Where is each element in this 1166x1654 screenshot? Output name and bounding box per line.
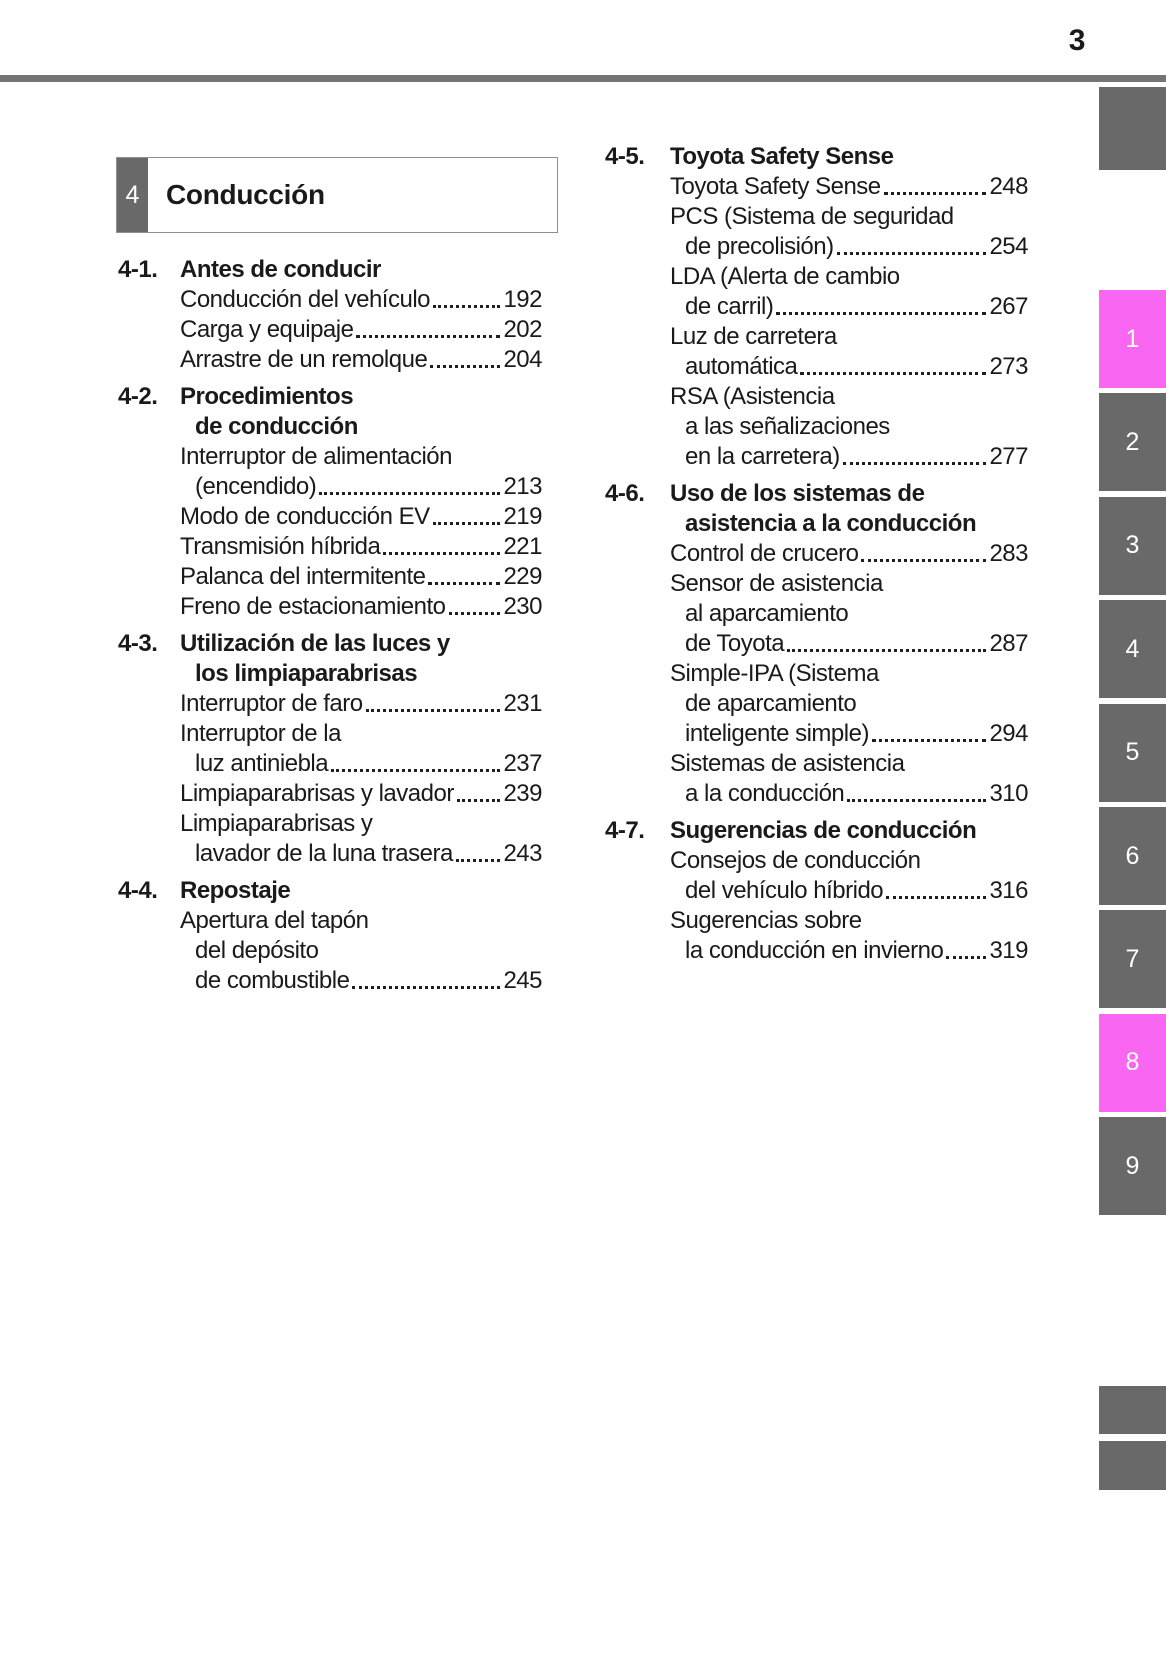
toc-entry-line: Sugerencias sobre — [670, 907, 862, 934]
toc-entry — [118, 345, 542, 375]
toc-entry-line: Sensor de asistencia — [670, 570, 883, 597]
toc-entry-line — [180, 472, 542, 502]
section-number: 4-1. — [118, 256, 158, 283]
entry-page-number: 239 — [503, 780, 542, 807]
toc-entry — [605, 262, 1028, 322]
entry-page-number: 283 — [989, 540, 1028, 567]
entry-text: Limpiaparabrisas y lavador — [180, 780, 454, 807]
entry-text: de combustible — [195, 967, 350, 994]
toc-entry-line: Interruptor de alimentación — [180, 443, 452, 470]
entry-page-number: 319 — [989, 937, 1028, 964]
section-number: 4-5. — [605, 143, 645, 170]
toc-entry — [118, 719, 542, 779]
edge-tab-9: 9 — [1099, 1117, 1166, 1215]
toc-entry — [118, 689, 542, 719]
toc-entry — [605, 569, 1028, 659]
section-title — [670, 816, 1028, 846]
toc-section — [118, 382, 542, 622]
edge-tab-1: 1 — [1099, 290, 1166, 388]
chapter-header-box — [116, 157, 558, 233]
toc-entry-line — [670, 232, 1028, 262]
toc-entry-line: PCS (Sistema de seguridad — [670, 203, 954, 230]
toc-entry — [118, 315, 542, 345]
edge-tab-7: 7 — [1099, 910, 1166, 1008]
section-title — [670, 479, 1028, 539]
toc-entry — [118, 562, 542, 592]
entry-text: Modo de conducción EV — [180, 503, 430, 530]
dot-leader — [456, 839, 501, 862]
entry-text: en la carretera) — [685, 443, 840, 470]
section-heading — [118, 382, 542, 442]
section-title-line: asistencia a la conducción — [685, 510, 977, 537]
entry-page-number: 316 — [989, 877, 1028, 904]
dot-leader — [457, 779, 501, 802]
entry-page-number: 267 — [989, 293, 1028, 320]
toc-entry — [118, 502, 542, 532]
section-number: 4-4. — [118, 877, 158, 904]
toc-entry-line: del depósito — [195, 937, 319, 964]
toc-entry-line — [670, 442, 1028, 472]
toc-entry — [118, 779, 542, 809]
section-heading — [605, 142, 1028, 172]
toc-entry-line — [180, 345, 542, 375]
entry-text: Control de crucero — [670, 540, 859, 567]
edge-tab-5: 5 — [1099, 704, 1166, 802]
dot-leader — [843, 442, 987, 465]
dot-leader — [449, 592, 501, 615]
toc-entry — [605, 749, 1028, 809]
toc-entry — [118, 906, 542, 996]
entry-text: la conducción en invierno — [685, 937, 944, 964]
edge-tab-6: 6 — [1099, 807, 1166, 905]
toc-entry-line — [180, 689, 542, 719]
section-title — [670, 142, 1028, 172]
entry-page-number: 213 — [503, 473, 542, 500]
toc-entry-line: de aparcamiento — [685, 690, 857, 717]
toc-entry — [605, 539, 1028, 569]
toc-entry-line — [180, 839, 542, 869]
toc-entry-line — [670, 876, 1028, 906]
toc-entry-line — [180, 779, 542, 809]
toc-section — [605, 142, 1028, 472]
entry-text: inteligente simple) — [685, 720, 869, 747]
toc-entry-line: LDA (Alerta de cambio — [670, 263, 900, 290]
entry-page-number: 243 — [503, 840, 542, 867]
entry-page-number: 219 — [503, 503, 542, 530]
section-title — [180, 255, 542, 285]
header-rule — [0, 75, 1166, 82]
edge-tab-3: 3 — [1099, 497, 1166, 595]
toc-entry-line: Apertura del tapón — [180, 907, 369, 934]
entry-page-number: 204 — [503, 346, 542, 373]
dot-leader — [946, 936, 986, 959]
dot-leader — [847, 779, 986, 802]
entry-page-number: 230 — [503, 593, 542, 620]
entry-text: (encendido) — [195, 473, 317, 500]
dot-leader — [776, 292, 986, 315]
section-heading — [605, 479, 1028, 539]
section-heading — [605, 816, 1028, 846]
toc-entry-line — [670, 172, 1028, 202]
section-title — [180, 382, 542, 442]
edge-tab-spacer-top — [1099, 87, 1166, 170]
entry-text: Freno de estacionamiento — [180, 593, 446, 620]
entry-page-number: 294 — [989, 720, 1028, 747]
toc-entry-line — [180, 532, 542, 562]
toc-entry — [118, 592, 542, 622]
entry-page-number: 277 — [989, 443, 1028, 470]
entry-text: lavador de la luna trasera — [195, 840, 453, 867]
toc-entry — [605, 322, 1028, 382]
dot-leader — [886, 876, 986, 899]
dot-leader — [430, 345, 500, 368]
entry-text: Arrastre de un remolque — [180, 346, 428, 373]
section-number: 4-7. — [605, 817, 645, 844]
toc-entry-line — [180, 562, 542, 592]
section-title-line: Uso de los sistemas de — [670, 480, 925, 507]
page-number: 3 — [1068, 24, 1086, 57]
toc-entry-line: RSA (Asistencia — [670, 383, 835, 410]
toc-entry-line — [670, 292, 1028, 322]
toc-entry-line — [670, 352, 1028, 382]
toc-entry-line — [670, 629, 1028, 659]
entry-page-number: 287 — [989, 630, 1028, 657]
toc-entry-line: Interruptor de la — [180, 720, 341, 747]
section-heading — [118, 876, 542, 906]
section-title-line: de conducción — [195, 413, 358, 440]
section-title-line: Sugerencias de conducción — [670, 817, 977, 844]
toc-entry-line — [180, 749, 542, 779]
entry-page-number: 221 — [503, 533, 542, 560]
toc-entry-line — [180, 592, 542, 622]
toc-entry-line: a las señalizaciones — [685, 413, 890, 440]
toc-entry-line — [180, 502, 542, 532]
toc-entry-line — [670, 719, 1028, 749]
toc-entry — [118, 532, 542, 562]
dot-leader — [433, 502, 501, 525]
section-title-line: Toyota Safety Sense — [670, 143, 894, 170]
toc-entry-line — [180, 315, 542, 345]
dot-leader — [787, 629, 986, 652]
chapter-title: Conducción — [166, 179, 325, 210]
entry-text: Conducción del vehículo — [180, 286, 431, 313]
edge-tab-2: 2 — [1099, 393, 1166, 491]
section-title — [180, 629, 542, 689]
entry-page-number: 245 — [503, 967, 542, 994]
dot-leader — [872, 719, 987, 742]
toc-entry-line — [670, 936, 1028, 966]
toc-entry-line: Luz de carretera — [670, 323, 837, 350]
toc-entry-line — [180, 285, 542, 315]
entry-text: Interruptor de faro — [180, 690, 363, 717]
toc-entry — [118, 285, 542, 315]
entry-text: de precolisión) — [685, 233, 834, 260]
toc-section — [118, 629, 542, 869]
toc-column-left — [118, 255, 542, 996]
section-heading — [118, 255, 542, 285]
entry-text: Carga y equipaje — [180, 316, 354, 343]
toc-entry-line: Simple-IPA (Sistema — [670, 660, 879, 687]
chapter-number-badge: 4 — [117, 158, 148, 232]
dot-leader — [383, 532, 500, 555]
toc-section — [605, 479, 1028, 809]
toc-entry — [118, 442, 542, 502]
entry-text: automática — [685, 353, 798, 380]
dot-leader — [884, 172, 987, 195]
dot-leader — [352, 966, 500, 989]
section-number: 4-3. — [118, 630, 158, 657]
entry-page-number: 273 — [989, 353, 1028, 380]
dot-leader — [861, 539, 986, 562]
entry-page-number: 237 — [503, 750, 542, 777]
entry-text: Transmisión híbrida — [180, 533, 381, 560]
entry-text: de carril) — [685, 293, 774, 320]
section-heading — [118, 629, 542, 689]
section-title-line: Repostaje — [180, 877, 291, 904]
entry-text: luz antiniebla — [195, 750, 329, 777]
toc-section — [605, 816, 1028, 966]
dot-leader — [366, 689, 501, 712]
toc-entry-line: Limpiaparabrisas y — [180, 810, 373, 837]
entry-page-number: 248 — [989, 173, 1028, 200]
dot-leader — [356, 315, 500, 338]
toc-entry-line — [180, 966, 542, 996]
section-title-line: Utilización de las luces y — [180, 630, 450, 657]
toc-entry — [118, 809, 542, 869]
edge-tab-4: 4 — [1099, 600, 1166, 698]
entry-text: de Toyota — [685, 630, 785, 657]
toc-entry-line: al aparcamiento — [685, 600, 849, 627]
toc-column-right — [605, 142, 1028, 966]
toc-entry — [605, 382, 1028, 472]
toc-entry-line: Consejos de conducción — [670, 847, 921, 874]
toc-entry-line: Sistemas de asistencia — [670, 750, 905, 777]
entry-page-number: 231 — [503, 690, 542, 717]
section-title-line: Antes de conducir — [180, 256, 381, 283]
dot-leader — [331, 749, 500, 772]
toc-entry — [605, 659, 1028, 749]
toc-entry-line — [670, 539, 1028, 569]
entry-page-number: 254 — [989, 233, 1028, 260]
section-title-line: Procedimientos — [180, 383, 354, 410]
toc-entry-line — [670, 779, 1028, 809]
entry-page-number: 229 — [503, 563, 542, 590]
entry-page-number: 310 — [989, 780, 1028, 807]
section-number: 4-2. — [118, 383, 158, 410]
toc-section — [118, 876, 542, 996]
edge-corner-box-1 — [1099, 1386, 1166, 1434]
toc-section — [118, 255, 542, 375]
entry-text: a la conducción — [685, 780, 845, 807]
edge-corner-box-2 — [1099, 1441, 1166, 1490]
dot-leader — [800, 352, 986, 375]
entry-page-number: 192 — [503, 286, 542, 313]
dot-leader — [428, 562, 500, 585]
dot-leader — [433, 285, 500, 308]
entry-page-number: 202 — [503, 316, 542, 343]
entry-text: del vehículo híbrido — [685, 877, 884, 904]
toc-entry — [605, 202, 1028, 262]
toc-entry — [605, 846, 1028, 906]
edge-tab-8: 8 — [1099, 1014, 1166, 1112]
section-number: 4-6. — [605, 480, 645, 507]
dot-leader — [319, 472, 500, 495]
entry-text: Palanca del intermitente — [180, 563, 426, 590]
entry-text: Toyota Safety Sense — [670, 173, 881, 200]
toc-entry — [605, 172, 1028, 202]
dot-leader — [837, 232, 987, 255]
section-title-line: los limpiaparabrisas — [195, 660, 418, 687]
toc-entry — [605, 906, 1028, 966]
section-title — [180, 876, 542, 906]
